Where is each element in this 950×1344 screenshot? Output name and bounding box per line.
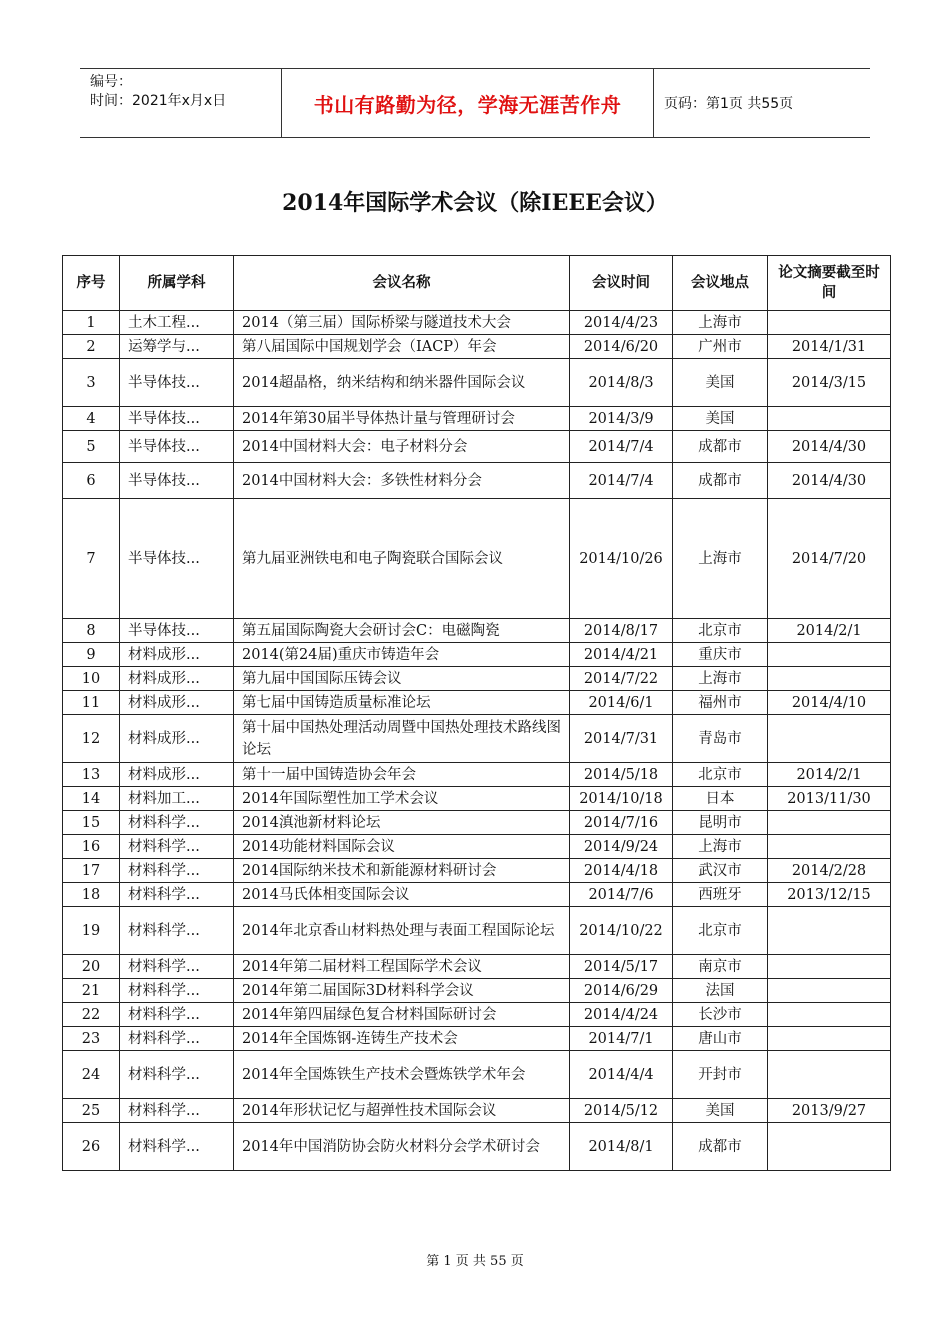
row-date: 2014/10/22 bbox=[570, 907, 673, 955]
row-conference-name: 第五届国际陶瓷大会研讨会C：电磁陶瓷 bbox=[234, 619, 570, 643]
row-conference-name: 2014年第二届国际3D材料科学会议 bbox=[234, 979, 570, 1003]
row-number: 16 bbox=[63, 835, 120, 859]
table-row bbox=[63, 691, 891, 715]
row-date: 2014/7/1 bbox=[570, 1027, 673, 1051]
row-place: 美国 bbox=[673, 1099, 768, 1123]
table-row bbox=[63, 431, 891, 463]
row-number: 22 bbox=[63, 1003, 120, 1027]
document-title: 2014年国际学术会议（除IEEE会议） bbox=[282, 190, 668, 216]
row-deadline bbox=[768, 811, 891, 835]
row-number: 17 bbox=[63, 859, 120, 883]
table-row bbox=[63, 1051, 891, 1099]
row-date: 2014/4/23 bbox=[570, 311, 673, 335]
table-row bbox=[63, 715, 891, 763]
row-place: 上海市 bbox=[673, 499, 768, 619]
row-conference-name: 2014滇池新材料论坛 bbox=[234, 811, 570, 835]
row-number: 12 bbox=[63, 715, 120, 763]
row-deadline: 2013/12/15 bbox=[768, 883, 891, 907]
row-date: 2014/4/4 bbox=[570, 1051, 673, 1099]
row-place: 重庆市 bbox=[673, 643, 768, 667]
row-date: 2014/7/6 bbox=[570, 883, 673, 907]
row-conference-name: 第十届中国热处理活动周暨中国热处理技术路线图论坛 bbox=[234, 715, 570, 763]
row-place: 武汉市 bbox=[673, 859, 768, 883]
row-conference-name: 2014年第二届材料工程国际学术会议 bbox=[234, 955, 570, 979]
row-conference-name: 2014超晶格，纳米结构和纳米器件国际会议 bbox=[234, 359, 570, 407]
row-deadline: 2014/4/10 bbox=[768, 691, 891, 715]
table-row bbox=[63, 619, 891, 643]
row-date: 2014/8/1 bbox=[570, 1123, 673, 1171]
row-date: 2014/8/3 bbox=[570, 359, 673, 407]
row-date: 2014/5/18 bbox=[570, 763, 673, 787]
table-row bbox=[63, 335, 891, 359]
row-place: 南京市 bbox=[673, 955, 768, 979]
table-row bbox=[63, 955, 891, 979]
row-place: 日本 bbox=[673, 787, 768, 811]
row-subject: 材料科学... bbox=[120, 1051, 234, 1099]
row-subject: 材料科学... bbox=[120, 1099, 234, 1123]
row-deadline: 2013/9/27 bbox=[768, 1099, 891, 1123]
row-place: 北京市 bbox=[673, 619, 768, 643]
row-subject: 材料成形... bbox=[120, 667, 234, 691]
row-place: 唐山市 bbox=[673, 1027, 768, 1051]
header-page-info: 页码：第1页 共55页 bbox=[664, 96, 794, 112]
row-conference-name: 2014功能材料国际会议 bbox=[234, 835, 570, 859]
row-subject: 材料科学... bbox=[120, 955, 234, 979]
row-place: 成都市 bbox=[673, 431, 768, 463]
row-deadline: 2013/11/30 bbox=[768, 787, 891, 811]
column-header-subject: 所属学科 bbox=[120, 256, 234, 311]
row-date: 2014/7/22 bbox=[570, 667, 673, 691]
row-conference-name: 2014年北京香山材料热处理与表面工程国际论坛 bbox=[234, 907, 570, 955]
conference-table bbox=[62, 255, 891, 1171]
row-place: 广州市 bbox=[673, 335, 768, 359]
row-date: 2014/9/24 bbox=[570, 835, 673, 859]
row-conference-name: 2014年第30届半导体热计量与管理研讨会 bbox=[234, 407, 570, 431]
document-number-label: 编号： bbox=[90, 74, 132, 90]
row-number: 25 bbox=[63, 1099, 120, 1123]
row-date: 2014/3/9 bbox=[570, 407, 673, 431]
row-date: 2014/6/1 bbox=[570, 691, 673, 715]
table-row bbox=[63, 835, 891, 859]
row-number: 9 bbox=[63, 643, 120, 667]
row-deadline bbox=[768, 1027, 891, 1051]
table-row bbox=[63, 1123, 891, 1171]
row-date: 2014/7/4 bbox=[570, 431, 673, 463]
row-place: 开封市 bbox=[673, 1051, 768, 1099]
row-subject: 半导体技... bbox=[120, 463, 234, 499]
row-conference-name: 2014年第四届绿色复合材料国际研讨会 bbox=[234, 1003, 570, 1027]
row-date: 2014/10/26 bbox=[570, 499, 673, 619]
row-deadline bbox=[768, 835, 891, 859]
row-subject: 材料成形... bbox=[120, 715, 234, 763]
row-date: 2014/5/12 bbox=[570, 1099, 673, 1123]
row-number: 13 bbox=[63, 763, 120, 787]
row-conference-name: 2014年全国炼铁生产技术会暨炼铁学术年会 bbox=[234, 1051, 570, 1099]
table-row bbox=[63, 311, 891, 335]
row-subject: 材料科学... bbox=[120, 1003, 234, 1027]
row-number: 11 bbox=[63, 691, 120, 715]
row-number: 3 bbox=[63, 359, 120, 407]
row-number: 23 bbox=[63, 1027, 120, 1051]
row-number: 6 bbox=[63, 463, 120, 499]
table-row bbox=[63, 907, 891, 955]
row-deadline: 2014/2/1 bbox=[768, 763, 891, 787]
row-conference-name: 第九届中国国际压铸会议 bbox=[234, 667, 570, 691]
row-subject: 材料科学... bbox=[120, 979, 234, 1003]
row-deadline bbox=[768, 311, 891, 335]
row-subject: 材料科学... bbox=[120, 859, 234, 883]
document-time-label: 时间：2021年x月x日 bbox=[90, 93, 227, 109]
row-date: 2014/4/18 bbox=[570, 859, 673, 883]
row-date: 2014/8/17 bbox=[570, 619, 673, 643]
row-number: 7 bbox=[63, 499, 120, 619]
row-number: 10 bbox=[63, 667, 120, 691]
row-number: 24 bbox=[63, 1051, 120, 1099]
table-row bbox=[63, 463, 891, 499]
row-place: 北京市 bbox=[673, 763, 768, 787]
row-number: 4 bbox=[63, 407, 120, 431]
row-deadline bbox=[768, 955, 891, 979]
row-subject: 材料科学... bbox=[120, 811, 234, 835]
row-conference-name: 2014(第24届)重庆市铸造年会 bbox=[234, 643, 570, 667]
row-number: 2 bbox=[63, 335, 120, 359]
row-deadline: 2014/4/30 bbox=[768, 463, 891, 499]
row-number: 5 bbox=[63, 431, 120, 463]
page-header bbox=[80, 68, 870, 138]
table-row bbox=[63, 1027, 891, 1051]
column-header-date: 会议时间 bbox=[570, 256, 673, 311]
row-number: 26 bbox=[63, 1123, 120, 1171]
row-place: 成都市 bbox=[673, 1123, 768, 1171]
row-conference-name: 第七届中国铸造质量标准论坛 bbox=[234, 691, 570, 715]
table-row bbox=[63, 979, 891, 1003]
table-row bbox=[63, 643, 891, 667]
row-deadline bbox=[768, 1051, 891, 1099]
row-number: 8 bbox=[63, 619, 120, 643]
row-place: 上海市 bbox=[673, 667, 768, 691]
table-row bbox=[63, 407, 891, 431]
row-conference-name: 2014中国材料大会：多铁性材料分会 bbox=[234, 463, 570, 499]
row-subject: 半导体技... bbox=[120, 359, 234, 407]
table-row bbox=[63, 667, 891, 691]
row-conference-name: 2014（第三届）国际桥梁与隧道技术大会 bbox=[234, 311, 570, 335]
row-number: 21 bbox=[63, 979, 120, 1003]
table-row bbox=[63, 883, 891, 907]
table-row bbox=[63, 1003, 891, 1027]
row-place: 上海市 bbox=[673, 835, 768, 859]
row-date: 2014/10/18 bbox=[570, 787, 673, 811]
row-date: 2014/7/31 bbox=[570, 715, 673, 763]
row-deadline bbox=[768, 1003, 891, 1027]
row-subject: 材料科学... bbox=[120, 1123, 234, 1171]
row-conference-name: 第十一届中国铸造协会年会 bbox=[234, 763, 570, 787]
row-conference-name: 第八届国际中国规划学会（IACP）年会 bbox=[234, 335, 570, 359]
row-date: 2014/7/4 bbox=[570, 463, 673, 499]
header-meta bbox=[80, 69, 281, 137]
row-conference-name: 2014年全国炼钢-连铸生产技术会 bbox=[234, 1027, 570, 1051]
row-conference-name: 2014年国际塑性加工学术会议 bbox=[234, 787, 570, 811]
table-row bbox=[63, 1099, 891, 1123]
table-row bbox=[63, 359, 891, 407]
row-number: 18 bbox=[63, 883, 120, 907]
row-deadline: 2014/7/20 bbox=[768, 499, 891, 619]
row-subject: 土木工程... bbox=[120, 311, 234, 335]
row-deadline: 2014/2/28 bbox=[768, 859, 891, 883]
row-subject: 材料科学... bbox=[120, 907, 234, 955]
row-subject: 材料科学... bbox=[120, 883, 234, 907]
row-date: 2014/6/29 bbox=[570, 979, 673, 1003]
column-header-place: 会议地点 bbox=[673, 256, 768, 311]
row-number: 19 bbox=[63, 907, 120, 955]
row-deadline: 2014/3/15 bbox=[768, 359, 891, 407]
row-subject: 运筹学与... bbox=[120, 335, 234, 359]
row-place: 西班牙 bbox=[673, 883, 768, 907]
row-date: 2014/4/21 bbox=[570, 643, 673, 667]
row-subject: 材料科学... bbox=[120, 835, 234, 859]
row-subject: 半导体技... bbox=[120, 431, 234, 463]
row-conference-name: 2014马氏体相变国际会议 bbox=[234, 883, 570, 907]
column-header-name: 会议名称 bbox=[234, 256, 570, 311]
row-number: 14 bbox=[63, 787, 120, 811]
table-row bbox=[63, 811, 891, 835]
row-place: 美国 bbox=[673, 407, 768, 431]
row-conference-name: 2014年中国消防协会防火材料分会学术研讨会 bbox=[234, 1123, 570, 1171]
table-body bbox=[63, 311, 891, 1171]
column-header-number: 序号 bbox=[63, 256, 120, 311]
column-header-deadline: 论文摘要截至时间 bbox=[768, 256, 891, 311]
row-place: 上海市 bbox=[673, 311, 768, 335]
row-deadline bbox=[768, 907, 891, 955]
row-place: 成都市 bbox=[673, 463, 768, 499]
row-conference-name: 第九届亚洲铁电和电子陶瓷联合国际会议 bbox=[234, 499, 570, 619]
page-footer: 第 1 页 共 55 页 bbox=[426, 1254, 524, 1269]
row-conference-name: 2014中国材料大会：电子材料分会 bbox=[234, 431, 570, 463]
row-deadline bbox=[768, 979, 891, 1003]
row-conference-name: 2014国际纳米技术和新能源材料研讨会 bbox=[234, 859, 570, 883]
row-deadline bbox=[768, 407, 891, 431]
row-subject: 半导体技... bbox=[120, 619, 234, 643]
row-place: 长沙市 bbox=[673, 1003, 768, 1027]
row-deadline: 2014/2/1 bbox=[768, 619, 891, 643]
row-number: 1 bbox=[63, 311, 120, 335]
table-header-row bbox=[63, 256, 891, 311]
table-row bbox=[63, 763, 891, 787]
row-subject: 材料成形... bbox=[120, 763, 234, 787]
row-date: 2014/4/24 bbox=[570, 1003, 673, 1027]
row-conference-name: 2014年形状记忆与超弹性技术国际会议 bbox=[234, 1099, 570, 1123]
row-subject: 材料科学... bbox=[120, 1027, 234, 1051]
row-subject: 半导体技... bbox=[120, 499, 234, 619]
row-place: 福州市 bbox=[673, 691, 768, 715]
row-number: 15 bbox=[63, 811, 120, 835]
row-deadline bbox=[768, 1123, 891, 1171]
row-place: 北京市 bbox=[673, 907, 768, 955]
row-date: 2014/5/17 bbox=[570, 955, 673, 979]
row-subject: 半导体技... bbox=[120, 407, 234, 431]
row-place: 法国 bbox=[673, 979, 768, 1003]
row-place: 昆明市 bbox=[673, 811, 768, 835]
row-number: 20 bbox=[63, 955, 120, 979]
row-deadline: 2014/4/30 bbox=[768, 431, 891, 463]
row-date: 2014/6/20 bbox=[570, 335, 673, 359]
row-place: 美国 bbox=[673, 359, 768, 407]
table-row bbox=[63, 787, 891, 811]
row-deadline: 2014/1/31 bbox=[768, 335, 891, 359]
row-subject: 材料加工... bbox=[120, 787, 234, 811]
header-motto: 书山有路勤为径，学海无涯苦作舟 bbox=[281, 69, 654, 137]
row-date: 2014/7/16 bbox=[570, 811, 673, 835]
row-deadline bbox=[768, 715, 891, 763]
row-deadline bbox=[768, 667, 891, 691]
row-deadline bbox=[768, 643, 891, 667]
row-place: 青岛市 bbox=[673, 715, 768, 763]
table-row bbox=[63, 499, 891, 619]
row-subject: 材料成形... bbox=[120, 691, 234, 715]
table-row bbox=[63, 859, 891, 883]
row-subject: 材料成形... bbox=[120, 643, 234, 667]
